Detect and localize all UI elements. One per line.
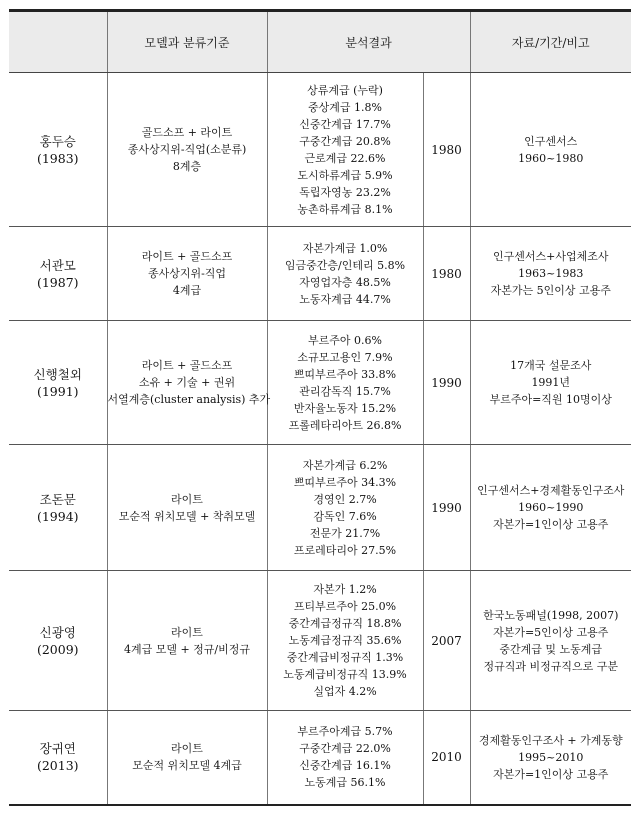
result-line: 신중간계급 17.7% <box>299 117 391 131</box>
results-cell <box>267 227 423 321</box>
table-row <box>9 711 631 805</box>
author-cell <box>9 73 107 227</box>
results-cell <box>267 711 423 805</box>
model-line: 라이트 <box>171 742 203 756</box>
result-line: 소규모고용인 7.9% <box>297 350 393 364</box>
results-cell <box>267 321 423 445</box>
table-row <box>9 571 631 711</box>
year-cell: 2007 <box>423 571 470 711</box>
result-line: 농촌하류계급 8.1% <box>297 202 393 216</box>
results-cell <box>267 571 423 711</box>
source-line: 자본가=5인이상 고용주 <box>493 625 609 639</box>
table-row <box>9 73 631 227</box>
model-cell <box>107 571 267 711</box>
result-line: 프로레타리아 27.5% <box>293 543 397 557</box>
model-cell <box>107 321 271 445</box>
result-line: 노동계급비정규직 13.9% <box>283 668 407 681</box>
year-cell: 1980 <box>423 227 470 321</box>
result-line: 실업자 4.2% <box>313 685 377 698</box>
source-line: 인구센서스 <box>524 134 578 148</box>
author-name: 장귀연 <box>39 741 76 757</box>
source-cell <box>470 571 631 711</box>
year-cell: 1990 <box>423 321 470 445</box>
header-row <box>9 11 631 73</box>
model-line: 종사상지위-직업 <box>147 267 227 280</box>
result-line: 구중간계급 22.0% <box>299 742 391 756</box>
result-line: 노동자계급 44.7% <box>299 292 391 306</box>
result-line: 전문가 21.7% <box>309 526 381 540</box>
model-line: 4계급 <box>172 284 202 297</box>
source-line: 정규직과 비정규직으로 구분 <box>483 659 618 673</box>
result-line: 임금중간층/인테리 5.8% <box>284 258 406 272</box>
year-cell: 1980 <box>423 73 470 227</box>
model-line: 라이트 <box>171 625 203 639</box>
source-cell <box>470 711 631 805</box>
result-line: 부르주아 0.6% <box>308 333 382 347</box>
source-line: 1991년 <box>531 376 571 389</box>
source-cell <box>470 321 631 445</box>
result-line: 자본가계급 1.0% <box>302 241 388 255</box>
model-cell <box>107 445 267 571</box>
model-line: 4계급 모델 + 정규/비정규 <box>123 642 251 656</box>
author-cell <box>9 321 107 445</box>
model-line: 8계층 <box>172 160 202 173</box>
result-line: 프롤레타리아트 26.8% <box>288 418 402 432</box>
model-line: 골드소프 + 라이트 <box>141 126 233 139</box>
header-model: 모델과 분류기준 <box>107 11 267 73</box>
model-line: 모순적 위치모델 4계급 <box>132 759 242 773</box>
result-line: 관리감독직 15.7% <box>299 384 391 398</box>
result-line: 프티부르주아 25.0% <box>293 600 397 613</box>
model-line: 라이트 + 골드소프 <box>141 250 233 263</box>
author-cell <box>9 227 107 321</box>
table-row <box>9 445 631 571</box>
model-line: 소유 + 기술 + 권위 <box>138 376 236 389</box>
table-row <box>9 227 631 321</box>
author-name: 신광영 <box>39 624 76 640</box>
author-cell <box>9 571 107 711</box>
result-line: 상류계급 (누락) <box>307 83 383 97</box>
result-line: 자본가계급 6.2% <box>302 458 388 472</box>
result-line: 부르주아계급 5.7% <box>297 725 393 739</box>
source-line: 중간계급 및 노동계급 <box>499 642 603 656</box>
result-line: 자본가 1.2% <box>313 583 377 596</box>
source-line: 17개국 설문조사 <box>510 359 592 372</box>
source-line: 자본가는 5인이상 고용주 <box>490 284 611 297</box>
result-line: 중간계급비정규직 1.3% <box>286 651 404 664</box>
author-year: (1983) <box>36 150 79 166</box>
result-line: 쁘띠부르주아 33.8% <box>293 367 397 381</box>
result-line: 자영업자층 48.5% <box>299 275 391 289</box>
result-line: 근로계급 22.6% <box>304 151 386 165</box>
author-year: (1987) <box>36 274 79 290</box>
result-line: 신중간계급 16.1% <box>299 759 391 773</box>
source-line: 자본가=1인이상 고용주 <box>493 518 609 531</box>
author-cell <box>9 445 107 571</box>
model-cell <box>107 227 267 321</box>
model-line: 라이트 + 골드소프 <box>141 359 233 372</box>
source-line: 부르주아=직원 10명이상 <box>489 393 612 406</box>
class-analysis-table <box>9 9 631 806</box>
model-line: 서열계층(cluster analysis) 추가 <box>107 393 271 406</box>
source-line: 한국노동패널(1998, 2007) <box>483 608 619 622</box>
result-line: 구중간계급 20.8% <box>299 134 391 148</box>
result-line: 도시하류계급 5.9% <box>297 168 393 182</box>
result-line: 노동계급 56.1% <box>304 776 386 790</box>
source-line: 1995~2010 <box>518 750 584 764</box>
model-line: 라이트 <box>171 492 203 506</box>
header-results: 분석결과 <box>267 11 470 73</box>
author-year: (2013) <box>36 758 79 774</box>
source-cell <box>470 445 631 571</box>
result-line: 중상계급 1.8% <box>308 100 382 114</box>
author-name: 신행철외 <box>33 366 82 382</box>
header-source: 자료/기간/비고 <box>470 11 631 73</box>
source-cell <box>470 73 631 227</box>
source-line: 1960~1980 <box>518 151 584 165</box>
header-author <box>9 11 107 73</box>
table-row <box>9 321 631 445</box>
source-line: 인구센서스+경제활동인구조사 <box>477 484 625 497</box>
result-line: 감독인 7.6% <box>313 509 377 523</box>
model-cell <box>107 711 267 805</box>
result-line: 반자율노동자 15.2% <box>293 401 397 415</box>
result-line: 경영인 2.7% <box>313 492 377 506</box>
source-line: 자본가=1인이상 고용주 <box>493 767 609 781</box>
result-line: 독립자영농 23.2% <box>299 185 391 199</box>
author-cell <box>9 711 107 805</box>
author-name: 서관모 <box>39 257 76 273</box>
author-name: 조돈문 <box>39 491 76 507</box>
results-cell <box>267 73 423 227</box>
source-cell <box>470 227 631 321</box>
result-line: 노동계급정규직 35.6% <box>288 634 402 647</box>
year-cell: 2010 <box>423 711 470 805</box>
results-cell <box>267 445 423 571</box>
source-line: 경제활동인구조사 + 가계동향 <box>478 733 623 747</box>
author-year: (1991) <box>36 383 79 399</box>
model-cell <box>107 73 267 227</box>
model-line: 모순적 위치모델 + 착취모델 <box>118 509 256 523</box>
year-cell: 1990 <box>423 445 470 571</box>
source-line: 1963~1983 <box>518 267 584 280</box>
model-line: 종사상지위-직업(소분류) <box>127 143 247 156</box>
author-year: (2009) <box>36 641 79 657</box>
author-name: 홍두승 <box>39 133 76 149</box>
source-line: 인구센서스+사업체조사 <box>493 250 609 263</box>
author-year: (1994) <box>36 508 79 524</box>
result-line: 중간계급정규직 18.8% <box>288 617 402 630</box>
source-line: 1960~1990 <box>518 501 584 514</box>
result-line: 쁘띠부르주아 34.3% <box>293 475 397 489</box>
